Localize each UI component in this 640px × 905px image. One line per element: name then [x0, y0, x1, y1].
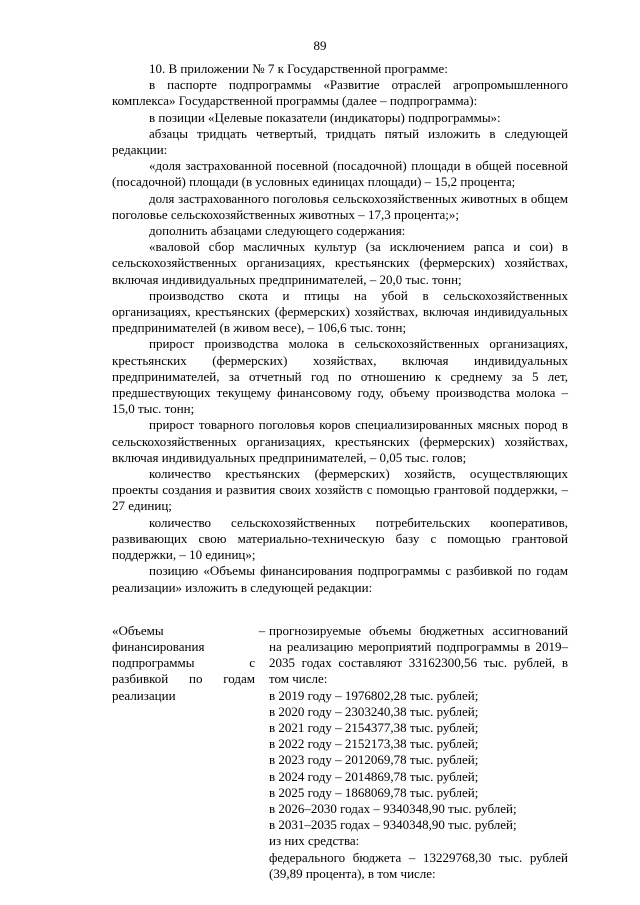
paragraph: прирост товарного поголовья коров специализированных мясных пород в сельскохозяйственных организациях, крестьянских (фермерских) хозяйствах, включая индивидуальных предпринимателей, – 0,05 тыс. голов; [112, 417, 568, 465]
paragraph: «доля застрахованной посевной (посадочной) площади в общей посевной (посадочной) площади (в условных единицах площади) – 15,2 процента; [112, 158, 568, 190]
financing-dash: – [258, 622, 266, 638]
financing-federal: федерального бюджета – 13229768,30 тыс. рублей (39,89 процента), в том числе: [269, 849, 568, 881]
paragraph: производство скота и птицы на убой в сельскохозяйственных организациях, крестьянских (фермерских) хозяйствах, включая индивидуальных предпринимателей (в живом весе), – 106,6 тыс. тонн; [112, 287, 568, 336]
financing-year: в 2022 году – 2152173,38 тыс. рублей; [269, 736, 479, 752]
financing-year: в 2021 году – 2154377,38 тыс. рублей; [269, 719, 479, 735]
financing-content [269, 623, 568, 882]
financing-year: в 2026–2030 годах – 9340348,90 тыс. рублей; [269, 800, 517, 816]
financing-year: в 2020 году – 2303240,38 тыс. рублей; [269, 703, 479, 719]
financing-year: в 2025 году – 1868069,78 тыс. рублей; [269, 784, 479, 800]
paragraph: прирост производства молока в сельскохозяйственных организациях, крестьянских (фермерских) хозяйствах, включая индивидуальных предпринимателей, за отчетный год по отношению к среднему за 5 лет, предшествующих текущему финансовому году, объему производства молока – 15,0 тыс. тонн; [112, 336, 568, 417]
page-number: 89 [313, 38, 327, 53]
financing-table [112, 623, 568, 882]
paragraph: количество крестьянских (фермерских) хозяйств, осуществляющих проекты создания и развития своих хозяйств с помощью грантовой поддержки, – 27 единиц; [112, 466, 568, 514]
financing-intro: прогнозируемые объемы бюджетных ассигнований на реализацию мероприятий подпрограммы в 2019–2035 годах составляют 33162300,56 тыс. рублей, в том числе: [269, 622, 568, 687]
paragraph: количество сельскохозяйственных потребительских кооперативов, развивающих свою материально-техническую базу с помощью грантовой поддержки, – 10 единиц»; [112, 514, 568, 563]
paragraph: «валовой сбор масличных культур (за исключением рапса и сои) в сельскохозяйственных организациях, крестьянских (фермерских) хозяйствах, включая индивидуальных предпринимателей, – 20,0 тыс. тонн; [112, 239, 568, 287]
paragraph: в позиции «Целевые показатели (индикаторы) подпрограммы»: [149, 109, 501, 125]
paragraph: в паспорте подпрограммы «Развитие отраслей агропромышленного комплекса» Государственной программы (далее – подпрограмма): [112, 77, 568, 109]
document-body [112, 61, 568, 882]
financing-sources-label: из них средства: [269, 833, 360, 849]
financing-year: в 2031–2035 годах – 9340348,90 тыс. рублей; [269, 817, 517, 833]
paragraph: доля застрахованного поголовья сельскохозяйственных животных в общем поголовье сельскохозяйственных животных – 17,3 процента;»; [112, 190, 568, 222]
paragraph: 10. В приложении № 7 к Государственной программе: [149, 61, 448, 76]
paragraph: абзацы тридцать четвертый, тридцать пятый изложить в следующей редакции: [112, 125, 568, 158]
financing-year: в 2023 году – 2012069,78 тыс. рублей; [269, 752, 479, 768]
financing-label: «Объемы финансирования подпрограммы с разбивкой по годам реализации [112, 622, 255, 703]
financing-year: в 2024 году – 2014869,78 тыс. рублей; [269, 768, 479, 784]
paragraph: дополнить абзацами следующего содержания: [149, 223, 406, 239]
paragraph: позицию «Объемы финансирования подпрограммы с разбивкой по годам реализации» изложить в следующей редакции: [112, 563, 568, 595]
financing-year: в 2019 году – 1976802,28 тыс. рублей; [269, 687, 479, 703]
